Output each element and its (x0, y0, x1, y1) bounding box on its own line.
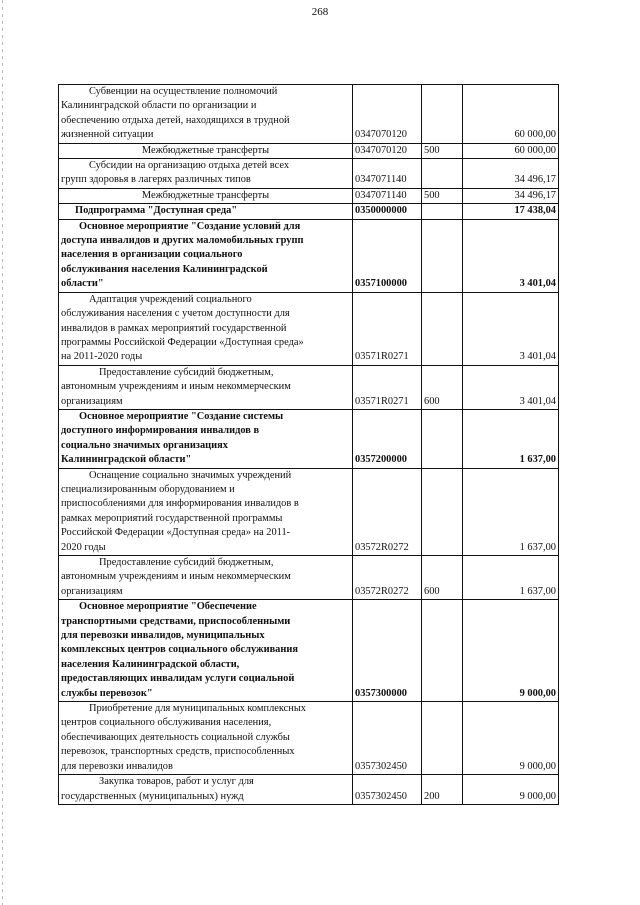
row-sum: 34 496,17 (463, 188, 559, 203)
row-name: Предоставление субсидий бюджетным, автономным учреждениям и иным некоммерческим организациям (59, 365, 353, 409)
row-name: Оснащение социально значимых учреждений специализированным оборудованием и приспособлениями для информирования инвалидов в рамках мероприятий государственной программы Российской Федерации «Доступная среда» на 2011- 2020 годы (59, 468, 353, 555)
row-sum: 60 000,00 (463, 85, 559, 144)
row-code: 0357100000 (353, 219, 422, 292)
row-type (422, 600, 463, 702)
row-name: Подпрограмма "Доступная среда" (59, 204, 353, 219)
table-row (59, 365, 559, 409)
row-code: 03572R0272 (353, 556, 422, 600)
row-type: 600 (422, 556, 463, 600)
row-name: Основное мероприятие "Обеспечение транспортными средствами, приспособленными для перевозки инвалидов, муниципальных комплексных центров социального обслуживания населения Калининградской области, предоставляющих инвалидам услуги социальной службы перевозок" (59, 600, 353, 702)
row-type: 200 (422, 775, 463, 805)
row-type (422, 468, 463, 555)
row-type (422, 702, 463, 775)
row-sum: 3 401,04 (463, 292, 559, 365)
row-name: Предоставление субсидий бюджетным, автономным учреждениям и иным некоммерческим организациям (59, 556, 353, 600)
table-row (59, 702, 559, 775)
row-code: 0357200000 (353, 409, 422, 468)
row-sum: 60 000,00 (463, 143, 559, 158)
table-row (59, 159, 559, 189)
row-sum: 17 438,04 (463, 204, 559, 219)
row-sum: 1 637,00 (463, 468, 559, 555)
row-type (422, 159, 463, 189)
row-type: 600 (422, 365, 463, 409)
row-type (422, 85, 463, 144)
row-code: 0347071140 (353, 188, 422, 203)
row-sum: 1 637,00 (463, 409, 559, 468)
row-name: Закупка товаров, работ и услуг для государственных (муниципальных) нужд (59, 775, 353, 805)
row-type (422, 409, 463, 468)
row-type: 500 (422, 143, 463, 158)
table-row (59, 219, 559, 292)
table-row (59, 409, 559, 468)
row-code: 0347070120 (353, 143, 422, 158)
row-sum: 9 000,00 (463, 702, 559, 775)
page-number: 268 (311, 6, 329, 18)
scan-edge-artifact (2, 0, 3, 905)
row-code: 03571R0271 (353, 365, 422, 409)
row-type (422, 204, 463, 219)
row-code: 0357302450 (353, 775, 422, 805)
row-name: Основное мероприятие "Создание условий для доступа инвалидов и других маломобильных групп населения в организации социального обслуживания населения Калининградской области" (59, 219, 353, 292)
row-code: 0347071140 (353, 159, 422, 189)
row-type (422, 219, 463, 292)
row-name: Субсидии на организацию отдыха детей всех групп здоровья в лагерях различных типов (59, 159, 353, 189)
table-row (59, 188, 559, 203)
table-row (59, 775, 559, 805)
row-sum: 1 637,00 (463, 556, 559, 600)
row-name: Основное мероприятие "Создание системы доступного информирования инвалидов в социально значимых организациях Калининградской области" (59, 409, 353, 468)
row-name: Межбюджетные трансферты (59, 188, 353, 203)
row-sum: 3 401,04 (463, 219, 559, 292)
row-code: 03572R0272 (353, 468, 422, 555)
row-type: 500 (422, 188, 463, 203)
table-row (59, 556, 559, 600)
row-code: 0350000000 (353, 204, 422, 219)
row-name: Приобретение для муниципальных комплексных центров социального обслуживания населения, обеспечивающих деятельность социальной службы перевозок, транспортных средств, приспособленных для перевозки инвалидов (59, 702, 353, 775)
row-sum: 34 496,17 (463, 159, 559, 189)
row-code: 0357302450 (353, 702, 422, 775)
row-sum: 3 401,04 (463, 365, 559, 409)
table-row (59, 600, 559, 702)
table-row (59, 204, 559, 219)
row-code: 03571R0271 (353, 292, 422, 365)
table-row (59, 292, 559, 365)
row-type (422, 292, 463, 365)
row-sum: 9 000,00 (463, 775, 559, 805)
row-sum: 9 000,00 (463, 600, 559, 702)
table-row (59, 85, 559, 144)
row-name: Адаптация учреждений социального обслуживания населения с учетом доступности для инвалидов в рамках мероприятий государственной программы Российской Федерации «Доступная среда» на 2011-2020 годы (59, 292, 353, 365)
table-row (59, 468, 559, 555)
row-code: 0347070120 (353, 85, 422, 144)
table-row (59, 143, 559, 158)
row-name: Субвенции на осуществление полномочий Калининградской области по организации и обеспечению отдыха детей, находящихся в трудной жизненной ситуации (59, 85, 353, 144)
row-name: Межбюджетные трансферты (59, 143, 353, 158)
budget-table (58, 84, 559, 805)
row-code: 0357300000 (353, 600, 422, 702)
